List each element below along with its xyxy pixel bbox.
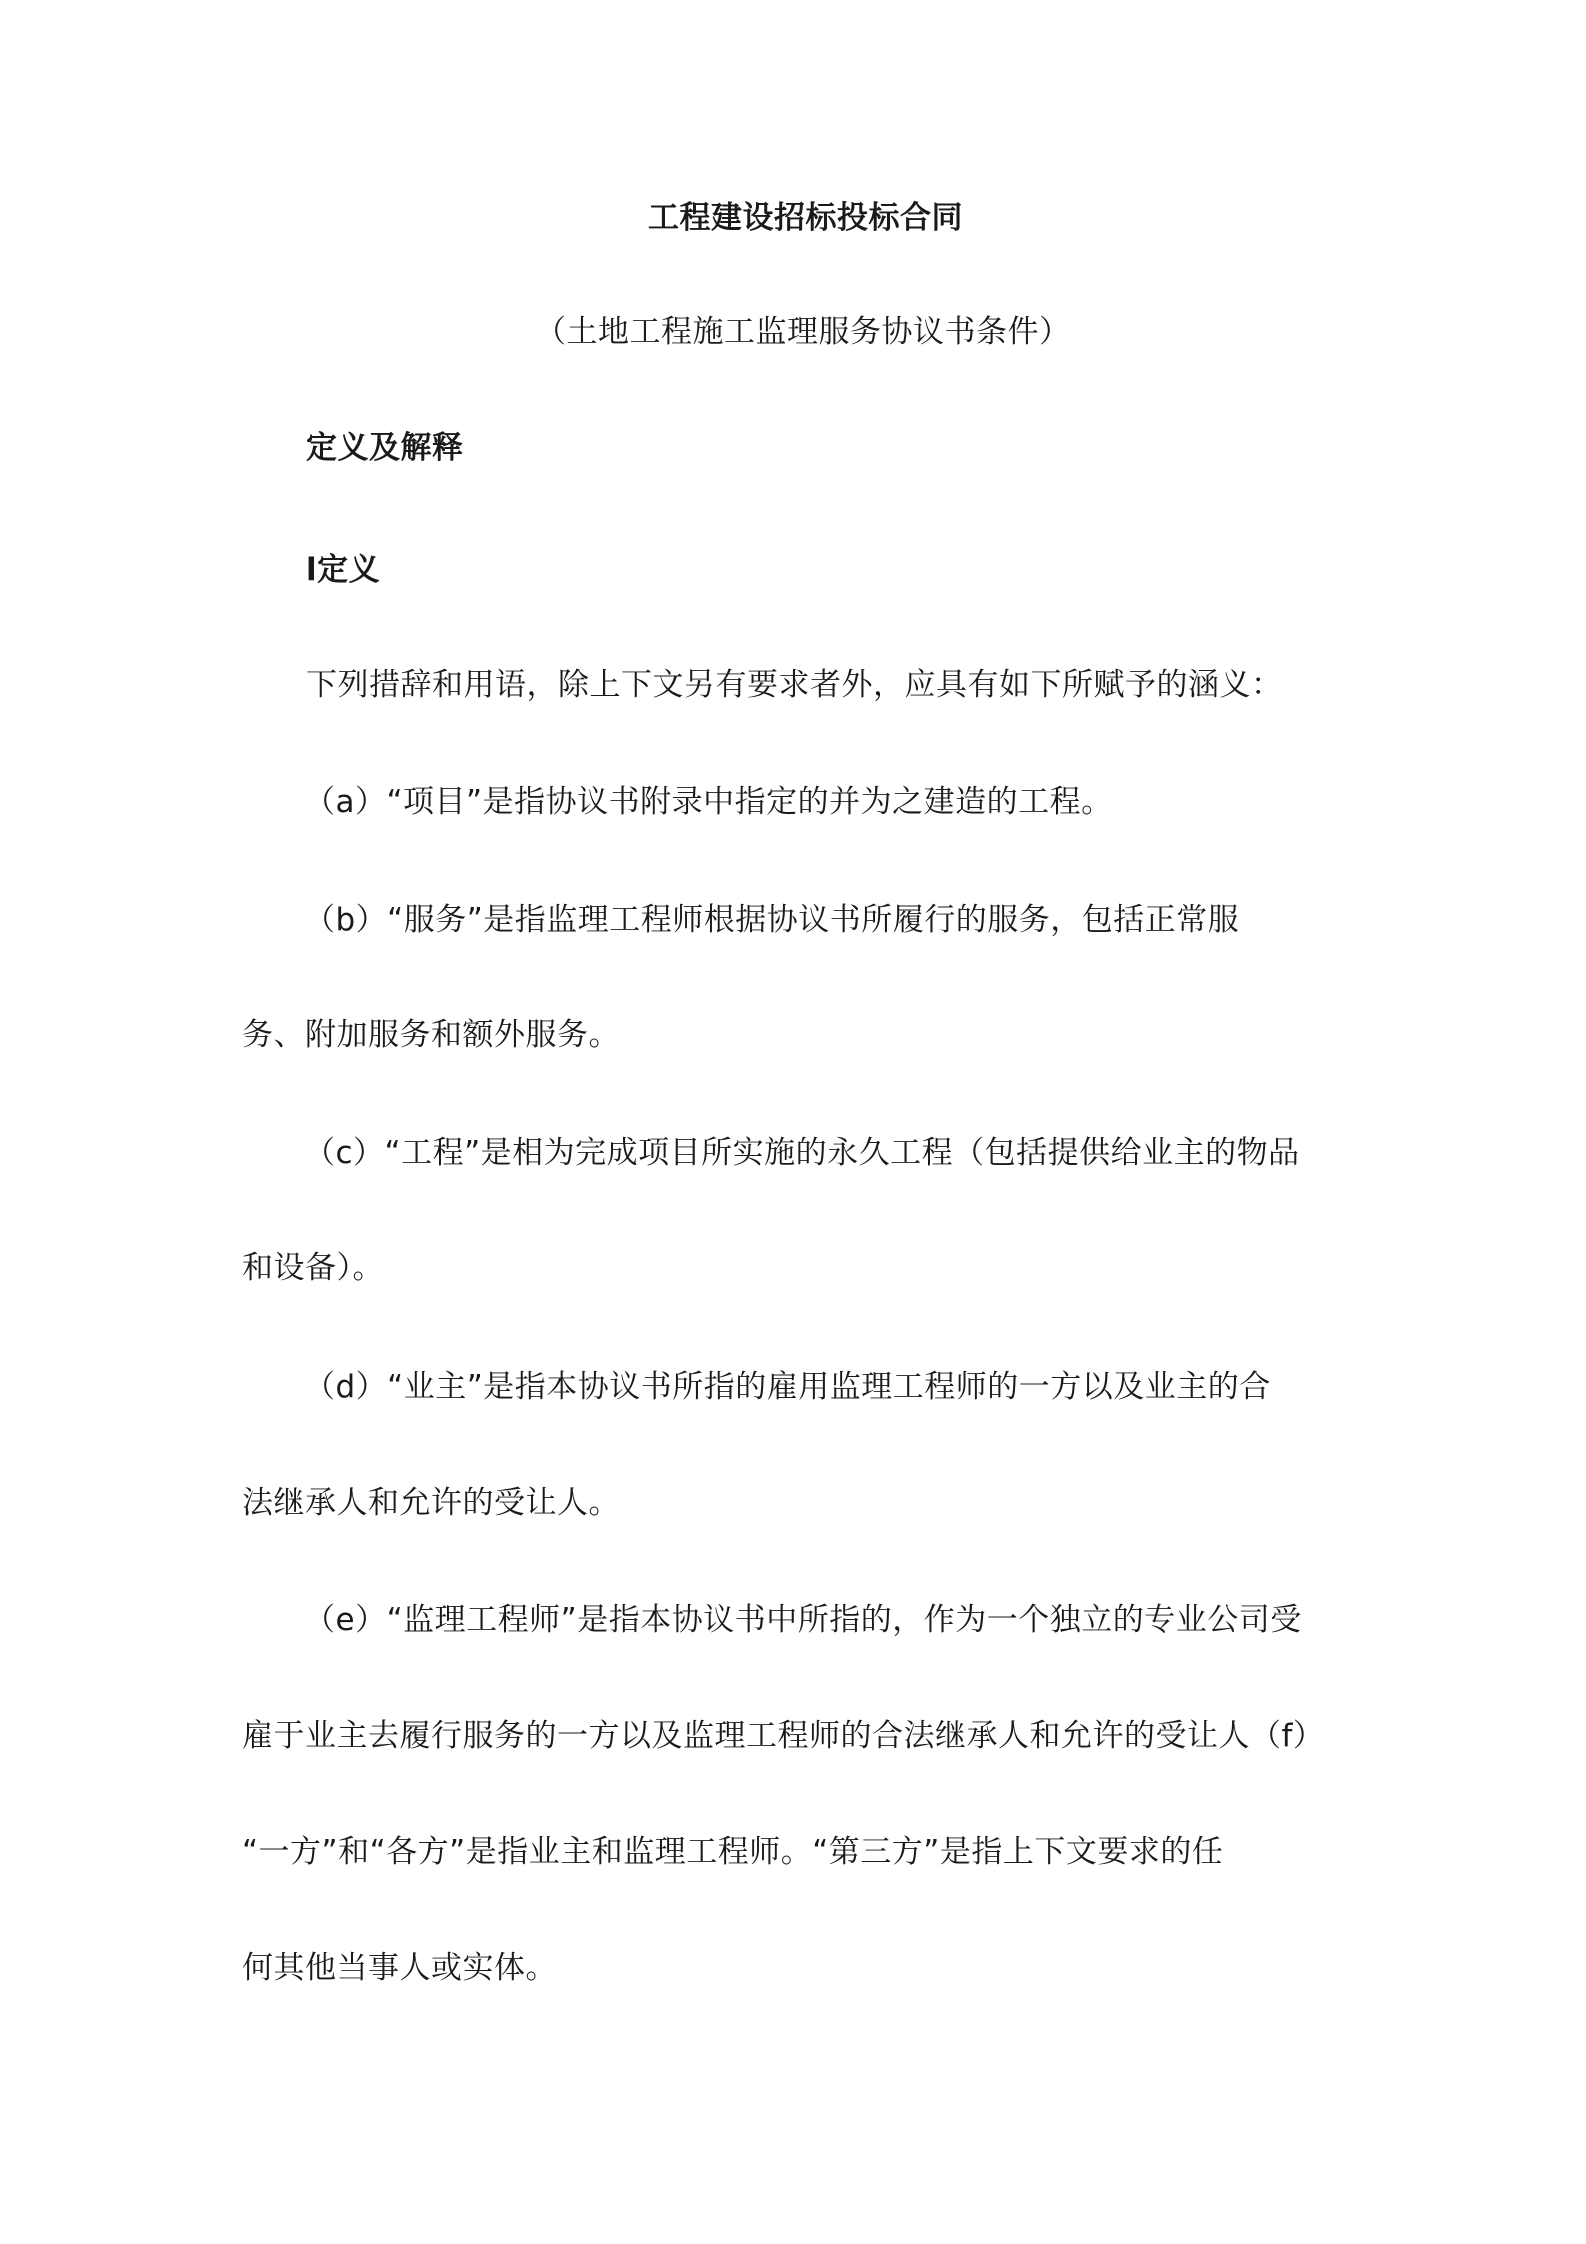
definition-d: （d）“业主”是指本协议书所指的雇用监理工程师的一方以及业主的合 bbox=[304, 1369, 1271, 1405]
section-heading: 定义及解释 bbox=[306, 430, 464, 466]
definition-e-continued: 雇于业主去履行服务的一方以及监理工程师的合法继承人和允许的受让人（f） bbox=[242, 1718, 1325, 1754]
subsection-heading: l定义 bbox=[306, 552, 381, 588]
definition-b-continued: 务、附加服务和额外服务。 bbox=[242, 1017, 620, 1053]
definition-c-continued: 和设备）。 bbox=[242, 1250, 384, 1286]
document-title: 工程建设招标投标合同 bbox=[648, 200, 963, 236]
definition-a: （a）“项目”是指协议书附录中指定的并为之建造的工程。 bbox=[304, 784, 1113, 820]
document-subtitle: （土地工程施工监理服务协议书条件） bbox=[535, 314, 1071, 350]
definition-f: “一方”和“各方”是指业主和监理工程师。“第三方”是指上下文要求的任 bbox=[242, 1834, 1224, 1870]
definition-c: （c）“工程”是相为完成项目所实施的永久工程（包括提供给业主的物品 bbox=[304, 1135, 1300, 1171]
definition-b: （b）“服务”是指监理工程师根据协议书所履行的服务，包括正常服 bbox=[304, 902, 1240, 938]
definition-e: （e）“监理工程师”是指本协议书中所指的，作为一个独立的专业公司受 bbox=[304, 1602, 1302, 1638]
intro-paragraph: 下列措辞和用语，除上下文另有要求者外，应具有如下所赋予的涵义： bbox=[306, 667, 1283, 703]
definition-d-continued: 法继承人和允许的受让人。 bbox=[242, 1485, 620, 1521]
definition-f-continued: 何其他当事人或实体。 bbox=[242, 1950, 557, 1986]
